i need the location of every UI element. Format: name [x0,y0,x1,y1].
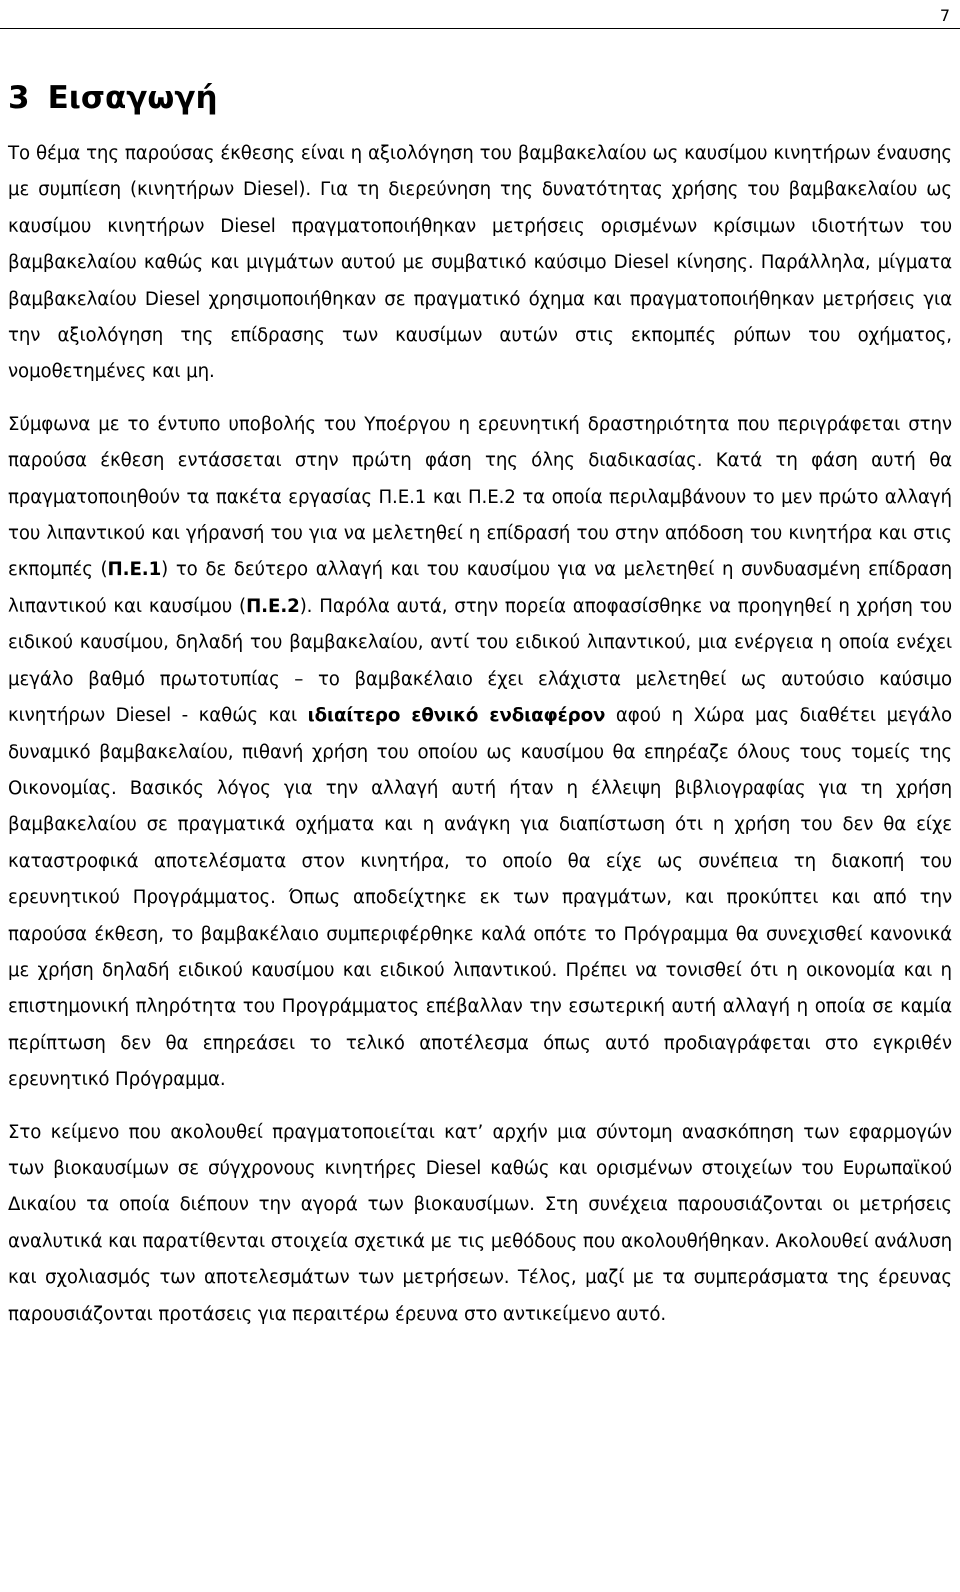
section-number: 3 [8,80,30,116]
document-body [8,72,952,1349]
section-heading [8,72,952,124]
work-package-1-bold: Π.Ε.1 [107,559,162,581]
national-interest-bold: ιδιαίτερο εθνικό ενδιαφέρον [307,705,606,727]
paragraph-2 [8,407,952,1099]
page-number: 7 [939,6,950,25]
paragraph-2-text: Σύμφωνα με το έντυπο υποβολής του Υποέργου η ερευνητική δραστηριότητα που περιγράφεται στην παρούσα έκθεση εντάσσεται στην πρώτη φάση της όλης διαδικασίας. Κατά τη φάση αυτή θα πραγματοποιηθούν τα πακέτα εργασίας Π.Ε.1 και Π.Ε.2 τα οποία περιλαμβάνουν το μεν πρώτο αλλαγή του λιπαντικού και γήρανσή του για να μελετηθεί η επίδρασή του στην απόδοση του κινητήρα και στις εκπομπές ( [8,413,952,581]
section-title: Εισαγωγή [47,80,218,116]
paragraph-1: Το θέμα της παρούσας έκθεσης είναι η αξιολόγηση του βαμβακελαίου ως καυσίμου κινητήρων έναυσης με συμπίεση (κινητήρων Diesel). Για τη διερεύνηση της δυνατότητας χρήσης του βαμβακελαίου ως καυσίμου κινητήρων Diesel πραγματοποιήθηκαν μετρήσεις ορισμένων κρίσιμων ιδιοτήτων του βαμβακελαίου καθώς και μιγμάτων αυτού με συμβατικό καύσιμο Diesel κίνησης. Παράλληλα, μίγματα βαμβακελαίου Diesel χρησιμοποιήθηκαν σε πραγματικό όχημα και πραγματοποιήθηκαν μετρήσεις για την αξιολόγηση της επίδρασης των καυσίμων αυτών στις εκπομπές ρύπων του οχήματος, νομοθετημένες και μη. [8,143,952,383]
paragraph-2-text: ). Παρόλα αυτά, στην πορεία αποφασίσθηκε να προηγηθεί η χρήση του ειδικού καυσίμου, δηλαδή του βαμβακελαίου, αντί του ειδικού λιπαντικού, μια ενέργεια η οποία ενέχει μεγάλο βαθμό πρωτοτυπίας – το βαμβακέλαιο έχει ελάχιστα μελετηθεί ως αυτούσιο καύσιμο κινητήρων Diesel - καθώς και [8,595,952,727]
header-rule [0,28,960,29]
paragraph-2-text: αφού η Χώρα μας διαθέτει μεγάλο δυναμικό βαμβακελαίου, πιθανή χρήση του οποίου ως καυσίμου θα επηρέαζε όλους τους τομείς της Οικονομίας. Βασικός λόγος για την αλλαγή αυτή ήταν η έλλειψη βιβλιογραφίας για τη χρήση βαμβακελαίου σε πραγματικά οχήματα και η ανάγκη για διαπίστωση ότι η χρήση του δεν θα είχε καταστροφικά αποτελέσματα στον κινητήρα, το οποίο θα είχε ως συνέπεια τη διακοπή του ερευνητικού Προγράμματος. Όπως αποδείχτηκε εκ των πραγμάτων, και προκύπτει και από την παρούσα έκθεση, το βαμβακέλαιο συμπεριφέρθηκε καλά οπότε το Πρόγραμμα θα συνεχισθεί κανονικά με χρήση δηλαδή ειδικού καυσίμου και ειδικού λιπαντικού. Πρέπει να τονισθεί ότι η οικονομία και η επιστημονική πληρότητα του Προγράμματος επέβαλλαν την εσωτερική αυτή αλλαγή η οποία σε καμία περίπτωση δεν θα επηρεάσει το τελικό αποτέλεσμα όπως αυτό προδιαγράφεται στο εγκριθέν ερευνητικό Πρόγραμμα. [8,705,953,1091]
paragraph-2-text: ) το δε δεύτερο αλλαγή και του καυσίμου για να μελετηθεί η συνδυασμένη επίδραση λιπαντικού και καυσίμου ( [8,559,953,617]
work-package-2-bold: Π.Ε.2 [246,595,300,617]
paragraph-3: Στο κείμενο που ακολουθεί πραγματοποιείται κατ’ αρχήν μια σύντομη ανασκόπηση των εφαρμογών των βιοκαυσίμων σε σύγχρονους κινητήρες Diesel καθώς και ορισμένων στοιχείων του Ευρωπαϊκού Δικαίου τα οποία διέπουν την αγορά των βιοκαυσίμων. Στη συνέχεια παρουσιάζονται οι μετρήσεις αναλυτικά και παρατίθενται στοιχεία σχετικά με τις μεθόδους που ακολουθήθηκαν. Ακολουθεί ανάλυση και σχολιασμός των αποτελεσμάτων των μετρήσεων. Τέλος, μαζί με τα συμπεράσματα της έρευνας παρουσιάζονται προτάσεις για περαιτέρω έρευνα στο αντικείμενο αυτό. [8,1121,952,1325]
